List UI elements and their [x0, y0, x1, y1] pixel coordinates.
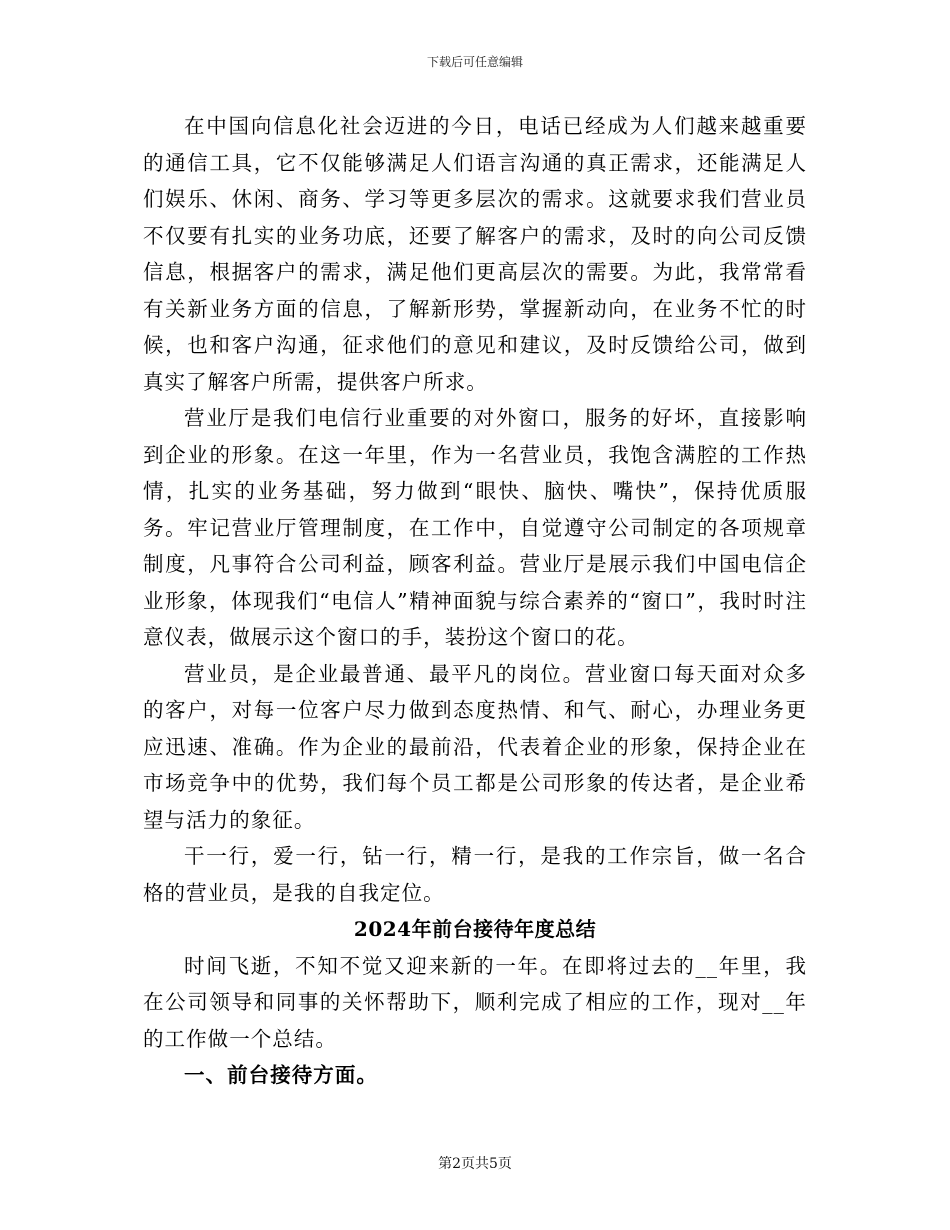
subsection-heading: 一、前台接待方面。: [184, 1063, 378, 1087]
paragraph-telecom-tools: 在中国向信息化社会迈进的今日，电话已经成为人们越来越重要的通信工具，它不仅能够满足人们语言沟通的真正需求，还能满足人们娱乐、休闲、商务、学习等更多层次的需求。这就要求我们营业员不仅要有扎实的业务功底，还要了解客户的需求，及时的向公司反馈信息，根据客户的需求，满足他们更高层次的需要。为此，我常常看有关新业务方面的信息，了解新形势，掌握新动向，在业务不忙的时候，也和客户沟通，征求他们的意见和建议，及时反馈给公司，做到真实了解客户所需，提供客户所求。: [143, 114, 807, 394]
page-header: 下载后可任意编辑: [426, 55, 523, 69]
paragraph-summary-intro: 时间飞逝，不知不觉又迎来新的一年。在即将过去的__年里，我在公司领导和同事的关怀帮助下，顺利完成了相应的工作，现对__年的工作做一个总结。: [143, 953, 807, 1051]
paragraph-work-motto: 干一行，爱一行，钻一行，精一行，是我的工作宗旨，做一名合格的营业员，是我的自我定位。: [143, 844, 807, 905]
paragraph-business-hall: 营业厅是我们电信行业重要的对外窗口，服务的好坏，直接影响到企业的形象。在这一年里，作为一名营业员，我饱含满腔的工作热情，扎实的业务基础，努力做到“眼快、脑快、嘴快”，保持优质服务。牢记营业厅管理制度，在工作中，自觉遵守公司制定的各项规章制度，凡事符合公司利益，顾客利益。营业厅是展示我们中国电信企业形象，体现我们“电信人”精神面貌与综合素养的“窗口”，我时时注意仪表，做展示这个窗口的手，装扮这个窗口的花。: [143, 406, 807, 649]
document-body: [143, 108, 807, 1094]
section-title: 2024年前台接待年度总结: [353, 917, 597, 941]
paragraph-sales-clerk: 营业员，是企业最普通、最平凡的岗位。营业窗口每天面对众多的客户，对每一位客户尽力做到态度热情、和气、耐心，办理业务更应迅速、准确。作为企业的最前沿，代表着企业的形象，保持企业在市场竞争中的优势，我们每个员工都是公司形象的传达者，是企业希望与活力的象征。: [143, 661, 807, 832]
page-number: 第2页共5页: [438, 1156, 512, 1172]
